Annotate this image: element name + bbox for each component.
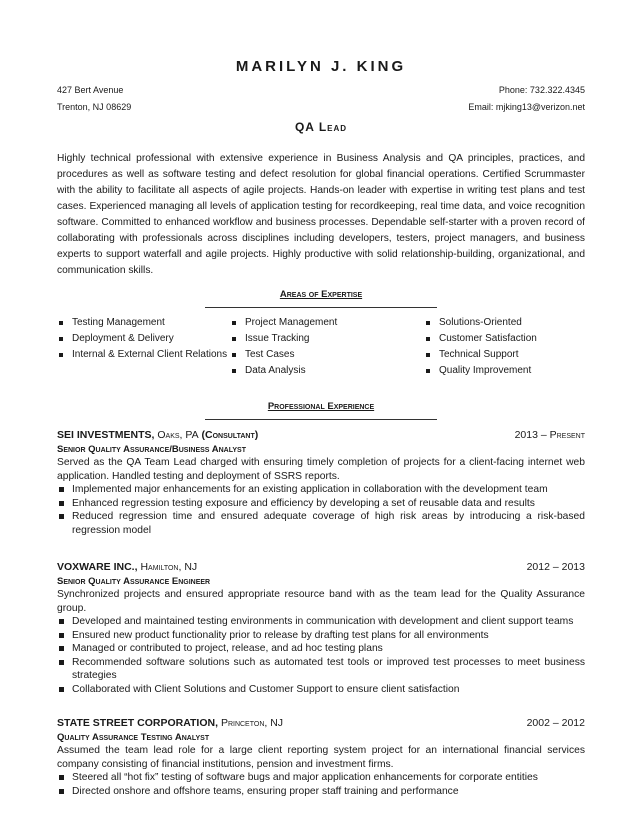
job-header <box>57 428 585 443</box>
expertise-list <box>57 315 585 379</box>
company-location: Oaks, PA <box>157 429 199 441</box>
job-bullet: Steered all “hot fix” testing of software bugs and major application enhancements for corporate entities <box>57 771 585 785</box>
job-bullet: Recommended software solutions such as automated test tools or improved test processes to meet business strategies <box>57 656 585 683</box>
contact-row-2 <box>57 102 585 112</box>
experience-title-text: Professional Experience <box>267 401 375 412</box>
expertise-col-3 <box>424 315 585 379</box>
job-bullet: Ensured new product functionality prior to release by drafting test plans for all environments <box>57 629 585 643</box>
company-name: SEI INVESTMENTS, <box>57 429 155 441</box>
expertise-item: Test Cases <box>230 347 424 363</box>
headline: QA Lead <box>294 120 348 134</box>
job-bullet: Implemented major enhancements for an existing application in collaboration with the development team <box>57 483 585 497</box>
job-dates: 2012 – 2013 <box>526 561 585 573</box>
job-description: Assumed the team lead role for a large client reporting system project for an international financial services company consisting of financial institutions, pension and investment firms. <box>57 745 585 770</box>
job-bullet: Enhanced regression testing exposure and efficiency by developing a set of reusable data and results <box>57 497 585 511</box>
job-bullets <box>57 483 585 537</box>
email: Email: mjking13@verizon.net <box>468 102 585 112</box>
summary: Highly technical professional with extensive experience in Business Analysis and QA principles, practices, and procedures as well as software testing and defect resolution for global financial operations. Certified Scrummaster with the ability to facilitate all aspects of agile projects. Hands-on leader with expertise in writing test plans and test cases. Experienced managing all levels of application testing for recordkeeping, real time data, and voice recognition software. Committed to enhanced workflow and business processes. Dependable self-starter with a proven record of collaborating with professionals across disciplines including developers, testers, project managers, and business experts to support waterfall and agile projects. Highly productive with solid relationship-building, organizational, and communication skills. <box>57 153 585 276</box>
job-employer <box>57 716 283 731</box>
job-entry <box>57 716 585 798</box>
job-header <box>57 560 585 575</box>
expertise-title-text: Areas of Expertise <box>279 289 363 300</box>
experience-title <box>205 401 437 420</box>
job-title: Senior Quality Assurance/Business Analyst <box>57 444 246 455</box>
job-bullet: Directed onshore and offshore teams, ensuring proper staff training and performance <box>57 785 585 799</box>
address-line-1: 427 Bert Avenue <box>57 85 124 95</box>
job-bullets <box>57 615 585 696</box>
contact-row-1 <box>57 85 585 95</box>
job-bullet: Collaborated with Client Solutions and Customer Support to ensure client satisfaction <box>57 683 585 697</box>
expertise-item: Project Management <box>230 315 424 331</box>
job-employer <box>57 560 197 575</box>
company-location: Princeton, NJ <box>220 717 284 729</box>
candidate-name: MARILYN J. KING <box>235 58 407 75</box>
job-dates: 2002 – 2012 <box>526 717 585 729</box>
job-title: Quality Assurance Testing Analyst <box>57 732 210 743</box>
expertise-item: Solutions-Oriented <box>424 315 585 331</box>
job-description: Synchronized projects and ensured appropriate resource band with as the team lead for the Quality Assurance group. <box>57 589 585 614</box>
job-bullets <box>57 771 585 798</box>
expertise-item: Issue Tracking <box>230 331 424 347</box>
job-entry <box>57 560 585 696</box>
expertise-item: Internal & External Client Relations <box>57 347 230 363</box>
expertise-item: Technical Support <box>424 347 585 363</box>
company-location: Hamilton, NJ <box>140 561 198 573</box>
job-employer <box>57 428 258 443</box>
job-title: Senior Quality Assurance Engineer <box>57 576 211 587</box>
job-entry <box>57 428 585 537</box>
role-tag: (Consultant) <box>201 429 259 441</box>
expertise-item: Testing Management <box>57 315 230 331</box>
phone: Phone: 732.322.4345 <box>498 85 585 95</box>
address-line-2: Trenton, NJ 08629 <box>57 102 132 112</box>
job-description: Served as the QA Team Lead charged with ensuring timely completion of projects for a client-facing internet web application. Handled testing and deployment of SSRS reports. <box>57 457 585 482</box>
expertise-item: Customer Satisfaction <box>424 331 585 347</box>
expertise-item: Deployment & Delivery <box>57 331 230 347</box>
expertise-item: Quality Improvement <box>424 363 585 379</box>
job-bullet: Managed or contributed to project, release, and ad hoc testing plans <box>57 642 585 656</box>
expertise-title <box>205 289 437 308</box>
job-bullet: Reduced regression time and ensured adequate coverage of high risk areas by introducing a risk-based regression model <box>57 510 585 537</box>
job-bullet: Developed and maintained testing environments in communication with development and client support teams <box>57 615 585 629</box>
job-header <box>57 716 585 731</box>
job-dates: 2013 – Present <box>514 429 585 441</box>
expertise-col-1 <box>57 315 230 379</box>
expertise-item: Data Analysis <box>230 363 424 379</box>
company-name: VOXWARE INC., <box>57 561 138 573</box>
company-name: STATE STREET CORPORATION, <box>57 717 219 729</box>
expertise-col-2 <box>230 315 424 379</box>
